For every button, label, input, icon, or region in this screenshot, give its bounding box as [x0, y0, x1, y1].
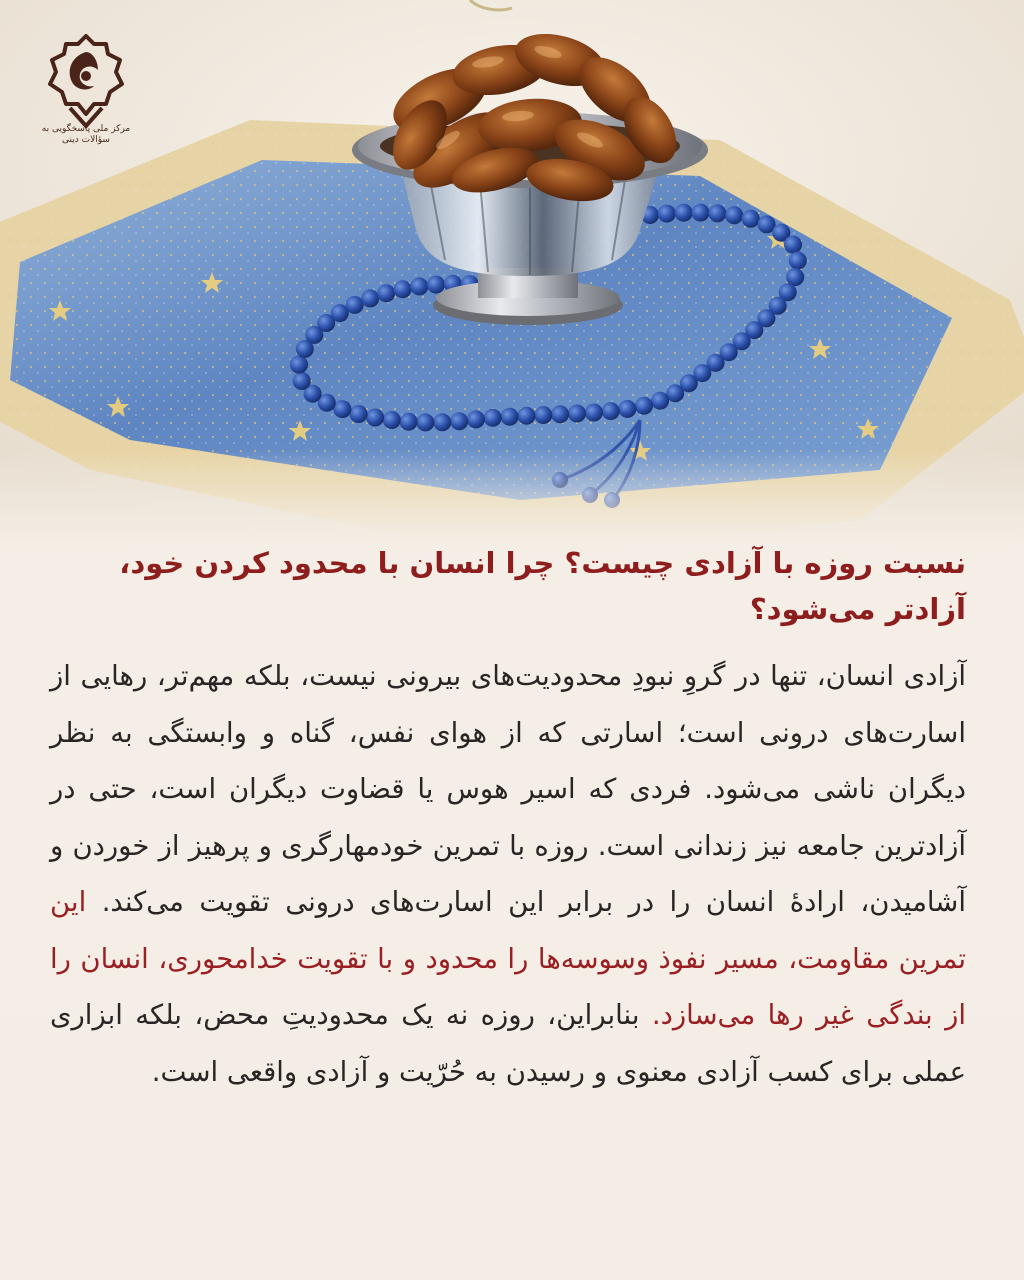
- prayer-bead: [400, 413, 418, 431]
- prayer-bead: [551, 405, 569, 423]
- article-title: نسبت روزه با آزادی چیست؟ چرا انسان با محدود کردن خود، آزادتر می‌شود؟: [119, 546, 966, 626]
- prayer-bead: [789, 252, 807, 270]
- prayer-bead: [517, 407, 535, 425]
- prayer-bead: [333, 400, 351, 418]
- prayer-bead: [383, 411, 401, 429]
- prayer-bead: [635, 397, 653, 415]
- prayer-bead: [361, 289, 379, 307]
- prayer-bead: [742, 210, 760, 228]
- prayer-bead: [501, 408, 519, 426]
- prayer-bead: [675, 204, 693, 222]
- prayer-bead: [394, 280, 412, 298]
- prayer-bead: [346, 296, 364, 314]
- body-text-highlight: این تمرین مقاومت، مسیر نفوذ وسوسه‌ها را محدود و با تقویت خدامحوری، انسان را از بندگی غیر رها می‌سازد.: [50, 886, 966, 1031]
- prayer-bead: [708, 204, 726, 222]
- prayer-bead: [725, 206, 743, 224]
- prayer-bead: [450, 412, 468, 430]
- prayer-bead: [585, 404, 603, 422]
- prayer-bead: [534, 406, 552, 424]
- body-text-end: بنابراین، روزه نه یک محدودیتِ محض، بلکه ابزاری عملی برای کسب آزادی معنوی و رسیدن به حُرّیت و آزادی واقعی است.: [50, 999, 966, 1088]
- prayer-bead: [784, 236, 802, 254]
- prayer-bead: [350, 405, 368, 423]
- logo-caption: مرکز ملی پاسخگویی به سؤالات دینی: [41, 124, 131, 145]
- prayer-bead: [602, 402, 620, 420]
- dates-bowl-illustration: [0, 0, 1024, 540]
- prayer-bead: [293, 372, 311, 390]
- prayer-bead: [410, 277, 428, 295]
- prayer-bead: [568, 405, 586, 423]
- article: [50, 540, 966, 1100]
- prayer-bead: [416, 413, 434, 431]
- body-text-start: آزادی انسان، تنها در گروِ نبودِ محدودیت‌های بیرونی نیست، بلکه مهم‌تر، رهایی از اسارت‌های درونی است؛ اسارتی که از هوای نفس، گناه و وابستگی به نظر دیگران ناشی می‌شود. فردی که اسیر هوس یا قضاوت دیگران است، حتی در آزادترین جامعه نیز زندانی است. روزه با تمرین خودمهارگری و پرهیز از خوردن و آشامیدن، ارادهٔ انسان را در برابر این اسارت‌های درونی تقویت می‌کند.: [50, 660, 966, 918]
- prayer-bead: [467, 410, 485, 428]
- prayer-bead: [366, 409, 384, 427]
- prayer-bead: [433, 413, 451, 431]
- prayer-bead: [290, 356, 308, 374]
- prayer-bead: [377, 284, 395, 302]
- prayer-bead: [484, 409, 502, 427]
- prayer-bead: [692, 204, 710, 222]
- article-body: [50, 648, 966, 1100]
- hero-image: [0, 0, 1024, 540]
- prayer-bead: [427, 276, 445, 294]
- prayer-bead: [658, 205, 676, 223]
- prayer-bead: [618, 400, 636, 418]
- prayer-bead: [651, 392, 669, 410]
